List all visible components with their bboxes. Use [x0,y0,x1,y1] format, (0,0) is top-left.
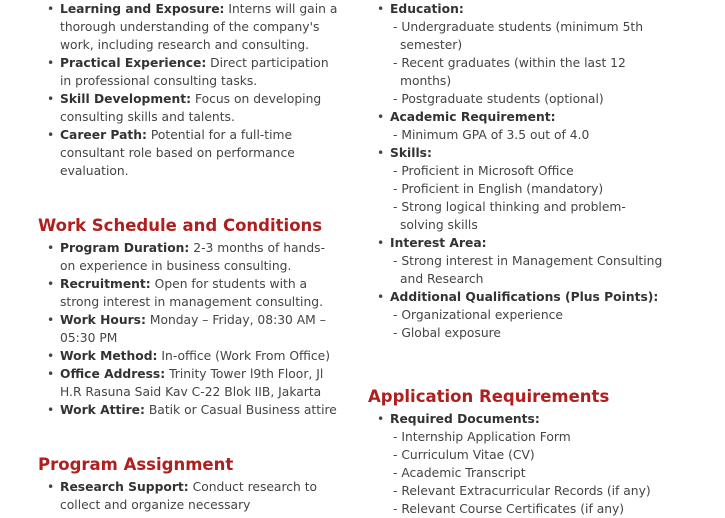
sub-item: - Recent graduates (within the last 12 months) [393,56,626,88]
item-text: Conduct research to collect and organize necessary [60,480,318,512]
work-schedule-section [38,216,338,419]
assignment-list [38,478,338,514]
item-label: Practical Experience: [60,56,207,70]
section-title: Program Assignment [38,455,234,474]
item-label: Learning and Exposure: [60,2,225,16]
item-text: Interns will gain a thorough understanding of the company's work, including research and consulting. [60,2,338,52]
list-item [38,311,338,347]
sub-list [368,126,668,144]
item-label: Recruitment: [60,277,151,291]
item-text: Batik or Casual Business attire [148,403,337,417]
list-item [38,365,338,401]
item-text: Focus on developing consulting skills and talents. [60,92,322,124]
list-item [38,401,338,419]
sub-item: - Proficient in Microsoft Office [393,164,574,178]
qualifications-list [368,0,668,342]
list-item [368,288,668,306]
item-text: Trinity Tower l9th Floor, Jl H.R Rasuna Said Kav C-22 Blok IIB, Jakarta [60,367,324,399]
application-list [368,410,668,518]
sub-item: - Academic Transcript [393,466,526,480]
sub-item: - Relevant Course Certificates (if any) [393,502,625,516]
list-item [38,54,338,90]
intro-list-block [38,0,338,180]
program-assignment-section [38,455,338,514]
item-text: 2-3 months of hands-on experience in business consulting. [60,241,326,273]
intro-list [38,0,338,180]
application-requirements-section [368,387,668,518]
sub-list [368,428,668,518]
sub-item: - Proficient in English (mandatory) [393,182,604,196]
list-item [38,126,338,180]
list-item [368,108,668,126]
qualifications-section [368,0,668,342]
sub-item: - Organizational experience [393,308,563,322]
list-item [38,478,338,514]
sub-item: - Relevant Extracurricular Records (if any) [393,484,651,498]
item-label: Skills: [390,146,432,160]
item-label: Program Duration: [60,241,190,255]
schedule-list [38,239,338,419]
sub-list [368,306,668,342]
item-text: Monday – Friday, 08:30 AM – 05:30 PM [60,313,326,345]
item-text: Potential for a full-time consultant role based on performance evaluation. [60,128,295,178]
item-text: Open for students with a strong interest in management consulting. [60,277,323,309]
item-label: Required Documents: [390,412,540,426]
item-label: Work Method: [60,349,158,363]
sub-item: - Curriculum Vitae (CV) [393,448,535,462]
sub-item: - Strong interest in Management Consulting and Research [393,254,663,286]
list-item [368,234,668,252]
list-item [38,239,338,275]
sub-list [368,252,668,288]
item-label: Office Address: [60,367,166,381]
item-label: Education: [390,2,464,16]
item-text: In-office (Work From Office) [161,349,331,363]
list-item [38,0,338,54]
item-label: Work Attire: [60,403,145,417]
item-label: Work Hours: [60,313,146,327]
item-label: Career Path: [60,128,147,142]
sub-item: - Minimum GPA of 3.5 out of 4.0 [393,128,590,142]
item-label: Skill Development: [60,92,192,106]
item-label: Interest Area: [390,236,487,250]
list-item [38,347,338,365]
list-item [368,410,668,428]
sub-item: - Global exposure [393,326,501,340]
sub-item: - Postgraduate students (optional) [393,92,604,106]
sub-item: - Undergraduate students (minimum 5th semester) [393,20,644,52]
sub-item: - Internship Application Form [393,430,571,444]
item-label: Additional Qualifications (Plus Points): [390,290,659,304]
list-item [38,90,338,126]
section-title: Work Schedule and Conditions [38,216,323,235]
sub-item: - Strong logical thinking and problem-solving skills [393,200,626,232]
list-item [368,144,668,162]
sub-list [368,18,668,108]
sub-list [368,162,668,234]
section-title: Application Requirements [368,387,610,406]
list-item [38,275,338,311]
list-item [368,0,668,18]
item-text: Direct participation in professional consulting tasks. [60,56,329,88]
item-label: Research Support: [60,480,189,494]
item-label: Academic Requirement: [390,110,556,124]
